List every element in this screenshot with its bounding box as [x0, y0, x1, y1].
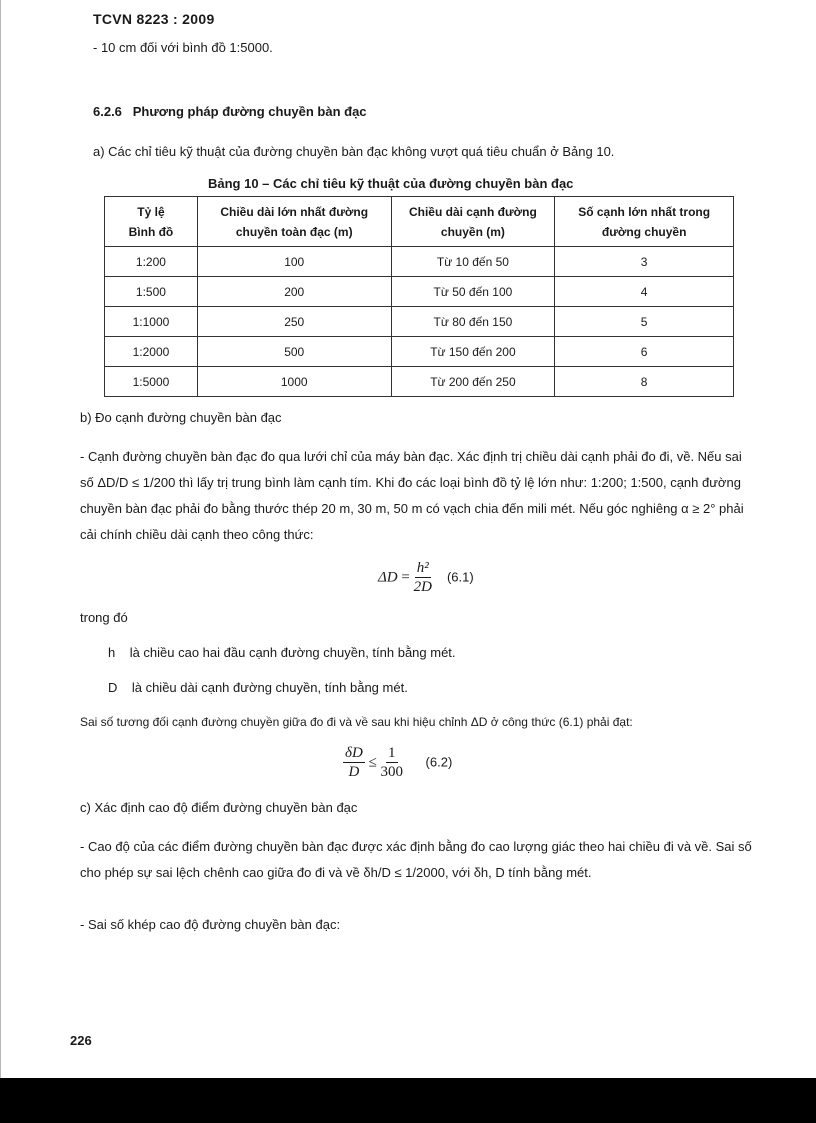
cell-max-sides: 4 [555, 277, 734, 307]
formula-6-2 [343, 745, 452, 781]
cell-side-length: Từ 50 đến 100 [391, 277, 555, 307]
formula-numerator: 1 [388, 745, 396, 761]
cell-scale: 1:200 [105, 247, 198, 277]
item-c: c) Xác định cao độ điểm đường chuyền bàn đạc [80, 800, 358, 815]
cell-max-length: 250 [197, 307, 391, 337]
cell-side-length: Từ 200 đến 250 [391, 367, 555, 397]
table-row [105, 307, 734, 337]
standard-header: TCVN 8223 : 2009 [93, 11, 215, 27]
formula-numerator: h² [416, 560, 429, 576]
section-number: 6.2.6 [93, 104, 122, 119]
formula-6-1 [378, 560, 474, 596]
cell-max-length: 200 [197, 277, 391, 307]
cell-max-length: 100 [197, 247, 391, 277]
definition-text: là chiều dài cạnh đường chuyền, tính bằng mét. [131, 680, 408, 695]
definition-d [108, 680, 408, 695]
item-b: b) Đo cạnh đường chuyền bàn đạc [80, 410, 282, 425]
cell-max-sides: 6 [555, 337, 734, 367]
formula-fraction [414, 560, 432, 596]
definition-text: là chiều cao hai đầu cạnh đường chuyền, tính bằng mét. [129, 645, 456, 660]
cell-max-length: 1000 [197, 367, 391, 397]
section-title: Phương pháp đường chuyền bàn đạc [132, 104, 367, 119]
table-caption: Bảng 10 – Các chỉ tiêu kỹ thuật của đường chuyền bàn đạc [208, 176, 574, 191]
paragraph-b: - Cạnh đường chuyền bàn đạc đo qua lưới chỉ của máy bàn đạc. Xác định trị chiều dài cạnh phải đo đi, về. Nếu sai số ΔD/D ≤ 1/200 thì lấy trị trung bình làm cạnh tím. Khi đo các loại bình đồ tỷ lệ lớn như: 1:200; 1:500, cạnh đường chuyền bàn đạc phải đo bằng thước thép 20 m, 30 m, 50 m có vạch chia đến mili mét. Nếu góc nghiêng α ≥ 2° phải cải chính chiều dài cạnh theo công thức: [80, 449, 744, 542]
formula-denominator: 300 [380, 764, 404, 780]
formula-denominator: D [348, 764, 360, 780]
cell-max-sides: 5 [555, 307, 734, 337]
cell-max-sides: 3 [555, 247, 734, 277]
formula-denominator: 2D [413, 579, 432, 595]
header-max-length: Chiều dài lớn nhất đường chuyền toàn đạc (m) [197, 197, 391, 247]
definition-h [108, 645, 456, 660]
page-number: 226 [70, 1033, 92, 1048]
formula-numerator: δD [345, 745, 363, 761]
table-row [105, 337, 734, 367]
definition-symbol: h [108, 645, 116, 660]
formula-lhs: ΔD [378, 569, 398, 586]
paragraph-c: - Cao độ của các điểm đường chuyền bàn đạc được xác định bằng đo cao lượng giác theo hai chiều đi và về. Sai số cho phép sự sai lệch chênh cao giữa đo đi và về δh/D ≤ 1/2000, với δh, D tính bằng mét. [80, 839, 752, 880]
left-margin-line [0, 0, 1, 1123]
header-max-sides: Số cạnh lớn nhất trong đường chuyền [555, 197, 734, 247]
cell-side-length: Từ 150 đến 200 [391, 337, 555, 367]
spec-table [104, 196, 734, 397]
section-heading [93, 104, 367, 119]
scan-bottom-bar [0, 1078, 816, 1123]
formula-fraction-left [343, 745, 365, 781]
table-row [105, 367, 734, 397]
relative-error-text: Sai số tương đối cạnh đường chuyền giữa đo đi và về sau khi hiệu chỉnh ΔD ở công thức (6.1) phải đạt: [80, 715, 633, 729]
item-a: a) Các chỉ tiêu kỹ thuật của đường chuyền bàn đạc không vượt quá tiêu chuẩn ở Bảng 10. [93, 144, 615, 159]
paragraph-closing: - Sai số khép cao độ đường chuyền bàn đạc: [80, 917, 341, 932]
cell-scale: 1:500 [105, 277, 198, 307]
cell-scale: 1:5000 [105, 367, 198, 397]
table-row [105, 277, 734, 307]
header-scale: Tỷ lệ Bình đồ [105, 197, 198, 247]
cell-max-sides: 8 [555, 367, 734, 397]
header-side-length: Chiều dài cạnh đường chuyền (m) [391, 197, 555, 247]
formula-operator: ≤ [368, 754, 377, 771]
cell-side-length: Từ 80 đến 150 [391, 307, 555, 337]
formula-label: (6.1) [446, 569, 474, 585]
formula-fraction-right [381, 745, 404, 781]
formula-label: (6.2) [425, 754, 453, 770]
cell-max-length: 500 [197, 337, 391, 367]
cell-scale: 1:1000 [105, 307, 198, 337]
trong-do-label: trong đó [80, 610, 128, 625]
cell-side-length: Từ 10 đến 50 [391, 247, 555, 277]
table-row [105, 247, 734, 277]
intro-line: - 10 cm đối với bình đồ 1:5000. [93, 40, 273, 55]
cell-scale: 1:2000 [105, 337, 198, 367]
definition-symbol: D [108, 680, 118, 695]
formula-equals: = [401, 569, 410, 586]
table-header-row [105, 197, 734, 247]
